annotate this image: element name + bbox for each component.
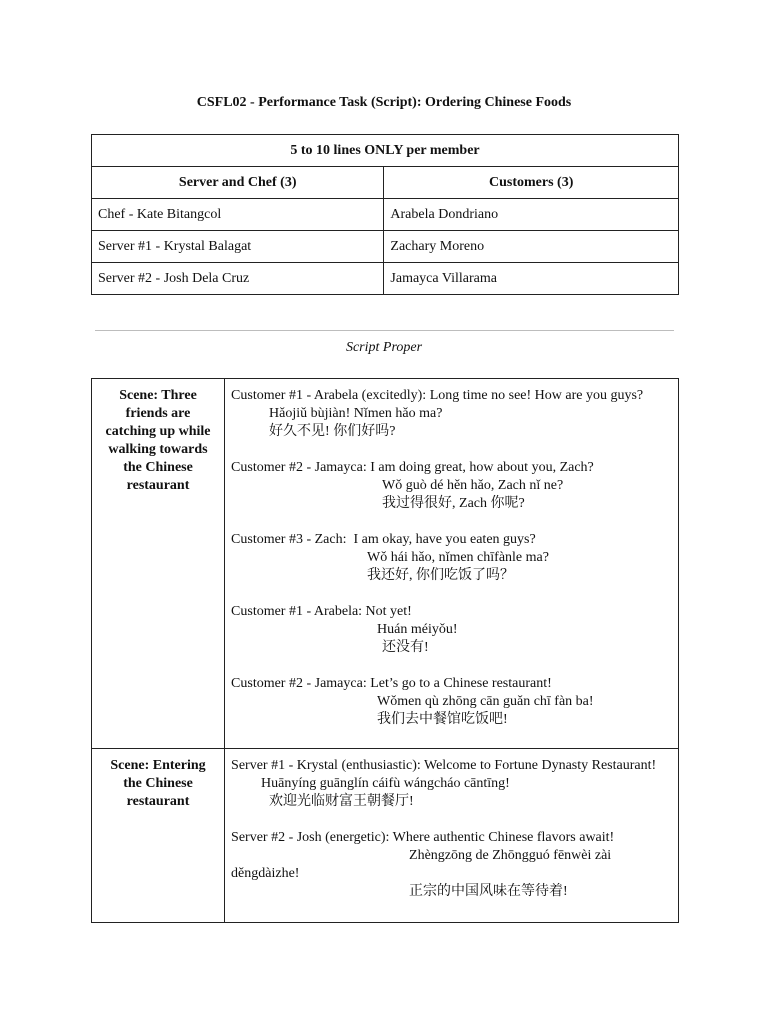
dialog-line-chinese: 好久不见! 你们好吗? [269,424,396,439]
dialog-line-english: Customer #3 - Zach: I am okay, have you eaten guys? [231,532,536,547]
dialog-line-chinese: 我们去中餐馆吃饭吧! [377,712,508,727]
member-cell: Arabela Dondriano [384,199,679,231]
dialog-line-english: Customer #1 - Arabela (excitedly): Long time no see! How are you guys? [231,388,644,403]
table-row [92,199,679,231]
dialog-line-chinese: 我还好, 你们吃饭了吗？ [367,568,515,583]
dialog-line-pinyin: Wǒ hái hǎo, nǐmen chīfànle ma? [367,550,549,565]
section-subtitle: Script Proper [345,340,423,355]
dialog-line-pinyin: Huānyíng guānglín cáifù wángcháo cāntīng! [261,776,510,791]
member-cell: Jamayca Villarama [384,263,679,295]
dialog-line-pinyin: Zhèngzōng de Zhōngguó fēnwèi zài děngdàizhe! [231,848,612,881]
scene-title-cell [92,749,225,923]
member-cell: Chef - Kate Bitangcol [92,199,384,231]
dialog-line-chinese: 我过得很好, Zach 你呢? [382,496,525,511]
dialog-line-pinyin: Wǒmen qù zhōng cān guǎn chī fàn ba! [377,694,594,709]
dialog-line-pinyin: Hǎojiǔ bùjiàn! Nǐmen hǎo ma? [269,406,443,421]
script-table [91,378,679,923]
dialog-line-english: Customer #2 - Jamayca: Let’s go to a Chinese restaurant! [231,676,552,691]
members-header-row [92,135,679,167]
dialog-line-english: Customer #1 - Arabela: Not yet! [231,604,412,619]
dialog-line-pinyin: Huán méiyǒu! [377,622,458,637]
dialog-line-pinyin: Wǒ guò dé hěn hǎo, Zach nǐ ne? [382,478,564,493]
column-header-server-chef: Server and Chef (3) [92,167,384,199]
table-row [92,231,679,263]
dialog-line-english: Server #1 - Krystal (enthusiastic): Welcome to Fortune Dynasty Restaurant! [231,758,657,773]
scene-row [92,379,679,749]
dialog-line-english: Customer #2 - Jamayca: I am doing great, how about you, Zach? [231,460,594,475]
scene-dialog-cell [225,749,679,923]
member-cell: Zachary Moreno [384,231,679,263]
dialog-line-english: Server #2 - Josh (energetic): Where authentic Chinese flavors await! [231,830,615,845]
dialog-line-chinese: 还没有! [382,640,429,655]
dialog-line-chinese: 正宗的中国风味在等待着! [409,884,568,899]
member-cell: Server #2 - Josh Dela Cruz [92,263,384,295]
scene-dialog-cell [225,379,679,749]
member-cell: Server #1 - Krystal Balagat [92,231,384,263]
members-table [91,134,679,295]
table-row [92,263,679,295]
divider [95,330,674,331]
members-table-header: 5 to 10 lines ONLY per member [92,135,679,167]
scene-row [92,749,679,923]
members-columns-row [92,167,679,199]
document-title: CSFL02 - Performance Task (Script): Ordering Chinese Foods [196,95,572,110]
column-header-customers: Customers (3) [384,167,679,199]
dialog-line-chinese: 欢迎光临财富王朝餐厅! [269,794,414,809]
scene-title-cell [92,379,225,749]
scene-title: Scene: Three friends are catching up while walking towards the Chinese restaurant [105,388,211,493]
scene-title: Scene: Entering the Chinese restaurant [110,758,206,809]
